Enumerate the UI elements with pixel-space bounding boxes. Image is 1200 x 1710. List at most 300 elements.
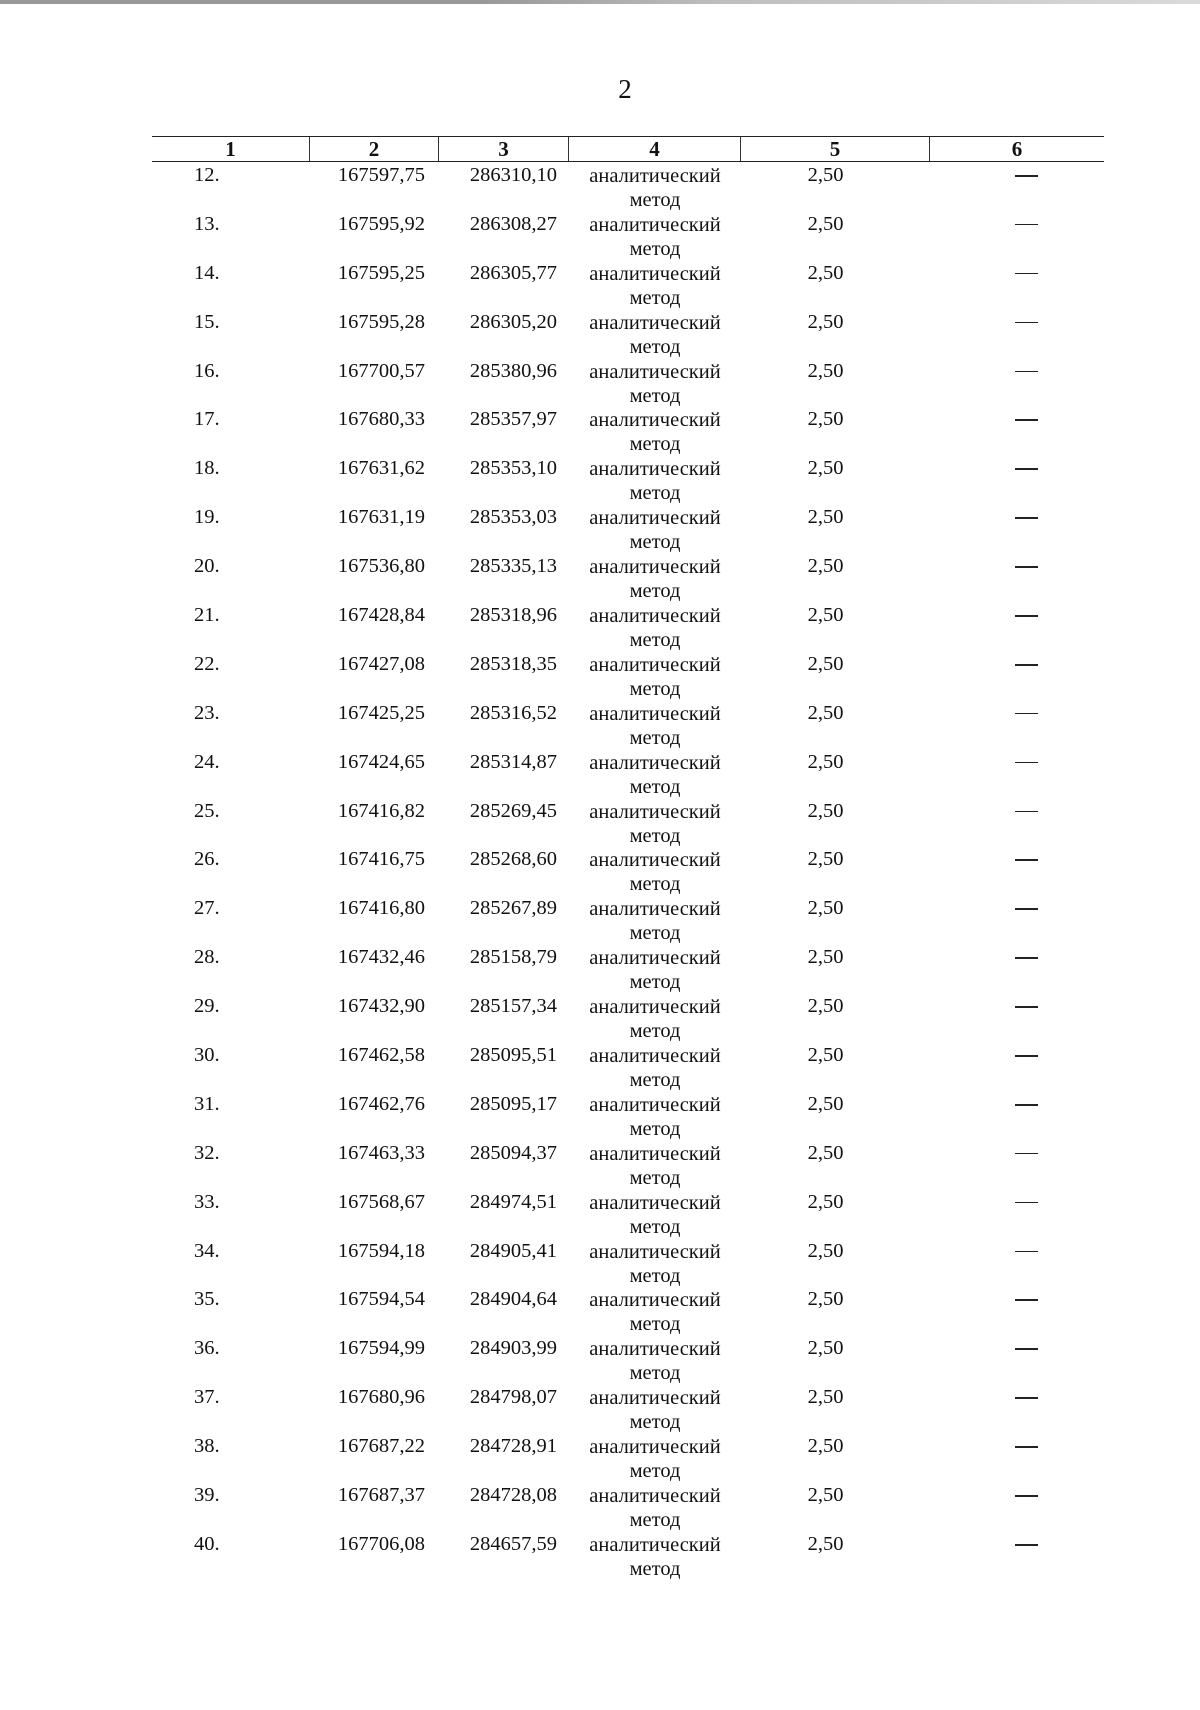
point-number: 40.: [194, 1532, 220, 1555]
table-header-row: [152, 136, 1104, 162]
method-line-2: метод: [629, 1020, 681, 1043]
method-cell: [569, 162, 741, 211]
method-line-2: метод: [629, 189, 681, 211]
point-number: 39.: [194, 1484, 220, 1507]
empty-cell-dash: [930, 162, 1104, 211]
method-line-2: метод: [629, 1313, 681, 1336]
method-cell: [569, 504, 741, 553]
method-cell: [569, 1433, 741, 1482]
dash-mark: [1015, 224, 1038, 226]
coordinate-x: 167595,92: [337, 212, 425, 235]
empty-cell-dash: [930, 700, 1104, 749]
accuracy-value: 2,50: [807, 506, 844, 529]
page-number: 2: [618, 74, 632, 104]
empty-cell-dash: [930, 798, 1104, 847]
accuracy-value: 2,50: [807, 310, 844, 333]
empty-cell-dash: [930, 1433, 1104, 1482]
table-row: [152, 1384, 1104, 1433]
empty-cell-dash: [930, 944, 1104, 993]
dash-mark: [1015, 517, 1038, 519]
method-line-2: метод: [629, 1166, 681, 1189]
method-cell: [569, 1189, 741, 1238]
method-line-1: аналитический: [589, 1045, 721, 1068]
table-row: [152, 651, 1104, 700]
coordinate-y: 284728,08: [469, 1484, 557, 1507]
accuracy-value: 2,50: [807, 604, 844, 627]
dash-mark: [1015, 762, 1038, 764]
method-line-2: метод: [629, 971, 681, 994]
table-row: [152, 1140, 1104, 1189]
method-line-2: метод: [629, 1215, 681, 1238]
method-line-1: аналитический: [589, 1093, 721, 1116]
accuracy-value: 2,50: [807, 1044, 844, 1067]
point-number: 35.: [194, 1288, 220, 1311]
method-line-1: аналитический: [589, 605, 721, 628]
point-number: 38.: [194, 1435, 220, 1458]
coordinate-x: 167424,65: [337, 750, 425, 773]
dash-mark: [1015, 664, 1038, 666]
accuracy-value: 2,50: [807, 946, 844, 969]
point-number: 14.: [194, 261, 220, 284]
method-cell: [569, 1238, 741, 1287]
coordinate-y: 285318,35: [469, 652, 557, 675]
dash-mark: [1015, 1495, 1038, 1497]
table-row: [152, 700, 1104, 749]
column-header-6: 6: [1011, 137, 1023, 161]
coordinate-x: 167595,25: [337, 261, 425, 284]
coordinate-x: 167594,18: [337, 1239, 425, 1262]
coordinate-x: 167428,84: [337, 604, 425, 627]
coordinates-table: [152, 136, 1104, 1580]
coordinate-y: 286308,27: [469, 212, 557, 235]
empty-cell-dash: [930, 1286, 1104, 1335]
coordinate-x: 167536,80: [337, 555, 425, 578]
dash-mark: [1015, 1104, 1038, 1106]
table-row: [152, 1042, 1104, 1091]
method-cell: [569, 1335, 741, 1384]
method-line-1: аналитический: [589, 165, 721, 187]
dash-mark: [1015, 322, 1038, 324]
accuracy-value: 2,50: [807, 1435, 844, 1458]
coordinate-x: 167416,75: [337, 848, 425, 871]
method-cell: [569, 1140, 741, 1189]
method-line-1: аналитический: [589, 1289, 721, 1312]
point-number: 16.: [194, 359, 220, 382]
method-line-1: аналитический: [589, 556, 721, 579]
table-row: [152, 553, 1104, 602]
method-line-1: аналитический: [589, 898, 721, 921]
accuracy-value: 2,50: [807, 1141, 844, 1164]
coordinate-y: 285335,13: [469, 555, 557, 578]
accuracy-value: 2,50: [807, 897, 844, 920]
point-number: 29.: [194, 995, 220, 1018]
coordinate-y: 284657,59: [469, 1532, 557, 1555]
point-number: 15.: [194, 310, 220, 333]
method-line-1: аналитический: [589, 800, 721, 823]
method-line-2: метод: [629, 237, 681, 260]
method-line-1: аналитический: [589, 1533, 721, 1556]
column-header-5: 5: [741, 137, 930, 161]
empty-cell-dash: [930, 895, 1104, 944]
empty-cell-dash: [930, 358, 1104, 407]
coordinate-x: 167594,99: [337, 1337, 425, 1360]
empty-cell-dash: [930, 1042, 1104, 1091]
accuracy-value: 2,50: [807, 1239, 844, 1262]
method-line-1: аналитический: [589, 1338, 721, 1361]
dash-mark: [1015, 468, 1038, 470]
table-row: [152, 406, 1104, 455]
method-line-1: аналитический: [589, 458, 721, 481]
accuracy-value: 2,50: [807, 1092, 844, 1115]
method-cell: [569, 260, 741, 309]
method-cell: [569, 700, 741, 749]
method-line-2: метод: [629, 1509, 681, 1532]
coordinate-x: 167432,46: [337, 946, 425, 969]
method-cell: [569, 798, 741, 847]
point-number: 28.: [194, 946, 220, 969]
method-line-1: аналитический: [589, 1240, 721, 1263]
coordinate-y: 284905,41: [469, 1239, 557, 1262]
coordinate-x: 167594,54: [337, 1288, 425, 1311]
table-row: [152, 1433, 1104, 1482]
method-line-2: метод: [629, 384, 681, 407]
method-cell: [569, 651, 741, 700]
accuracy-value: 2,50: [807, 408, 844, 431]
method-line-2: метод: [629, 335, 681, 358]
dash-mark: [1015, 1153, 1038, 1155]
point-number: 13.: [194, 212, 220, 235]
coordinate-x: 167568,67: [337, 1190, 425, 1213]
table-row: [152, 211, 1104, 260]
method-line-2: метод: [629, 433, 681, 456]
coordinate-x: 167463,33: [337, 1141, 425, 1164]
column-header-4: 4: [569, 137, 741, 161]
table-row: [152, 749, 1104, 798]
empty-cell-dash: [930, 553, 1104, 602]
method-line-1: аналитический: [589, 409, 721, 432]
table-row: [152, 455, 1104, 504]
coordinate-x: 167631,19: [337, 506, 425, 529]
dash-mark: [1015, 1348, 1038, 1350]
dash-mark: [1015, 1055, 1038, 1057]
dash-mark: [1015, 1446, 1038, 1448]
point-number: 20.: [194, 555, 220, 578]
point-number: 24.: [194, 750, 220, 773]
point-number: 17.: [194, 408, 220, 431]
method-line-2: метод: [629, 1069, 681, 1092]
empty-cell-dash: [930, 749, 1104, 798]
method-line-2: метод: [629, 1411, 681, 1434]
point-number: 34.: [194, 1239, 220, 1262]
method-line-1: аналитический: [589, 311, 721, 334]
method-line-1: аналитический: [589, 1142, 721, 1165]
method-cell: [569, 895, 741, 944]
coordinate-y: 284904,64: [469, 1288, 557, 1311]
empty-cell-dash: [930, 504, 1104, 553]
empty-cell-dash: [930, 309, 1104, 358]
method-cell: [569, 211, 741, 260]
point-number: 19.: [194, 506, 220, 529]
point-number: 25.: [194, 799, 220, 822]
empty-cell-dash: [930, 846, 1104, 895]
dash-mark: [1015, 1299, 1038, 1301]
empty-cell-dash: [930, 651, 1104, 700]
point-number: 22.: [194, 652, 220, 675]
table-body: [152, 162, 1104, 1580]
method-line-1: аналитический: [589, 1485, 721, 1508]
accuracy-value: 2,50: [807, 799, 844, 822]
method-line-1: аналитический: [589, 751, 721, 774]
accuracy-value: 2,50: [807, 457, 844, 480]
accuracy-value: 2,50: [807, 1532, 844, 1555]
coordinate-y: 285353,03: [469, 506, 557, 529]
table-row: [152, 162, 1104, 211]
method-line-1: аналитический: [589, 507, 721, 530]
method-line-1: аналитический: [589, 702, 721, 725]
method-line-1: аналитический: [589, 653, 721, 676]
method-cell: [569, 944, 741, 993]
coordinate-x: 167427,08: [337, 652, 425, 675]
method-line-2: метод: [629, 1460, 681, 1483]
coordinate-x: 167416,82: [337, 799, 425, 822]
coordinate-y: 285269,45: [469, 799, 557, 822]
table-row: [152, 358, 1104, 407]
accuracy-value: 2,50: [807, 1337, 844, 1360]
method-cell: [569, 358, 741, 407]
method-line-1: аналитический: [589, 213, 721, 236]
method-cell: [569, 993, 741, 1042]
table-row: [152, 1091, 1104, 1140]
method-line-1: аналитический: [589, 262, 721, 285]
table-row: [152, 1189, 1104, 1238]
method-line-2: метод: [629, 1557, 681, 1580]
dash-mark: [1015, 859, 1038, 861]
coordinate-x: 167595,28: [337, 310, 425, 333]
accuracy-value: 2,50: [807, 1484, 844, 1507]
empty-cell-dash: [930, 260, 1104, 309]
dash-mark: [1015, 1544, 1038, 1546]
coordinate-x: 167631,62: [337, 457, 425, 480]
scan-edge: [0, 0, 1200, 4]
table-row: [152, 944, 1104, 993]
coordinate-y: 284728,91: [469, 1435, 557, 1458]
table-row: [152, 602, 1104, 651]
table-row: [152, 895, 1104, 944]
method-cell: [569, 749, 741, 798]
coordinate-y: 285318,96: [469, 604, 557, 627]
method-line-2: метод: [629, 629, 681, 652]
point-number: 26.: [194, 848, 220, 871]
point-number: 37.: [194, 1386, 220, 1409]
accuracy-value: 2,50: [807, 212, 844, 235]
coordinate-y: 285357,97: [469, 408, 557, 431]
empty-cell-dash: [930, 1384, 1104, 1433]
coordinate-y: 285095,51: [469, 1044, 557, 1067]
empty-cell-dash: [930, 993, 1104, 1042]
dash-mark: [1015, 175, 1038, 177]
method-line-2: метод: [629, 286, 681, 309]
empty-cell-dash: [930, 1091, 1104, 1140]
dash-mark: [1015, 1202, 1038, 1204]
coordinate-y: 285316,52: [469, 701, 557, 724]
dash-mark: [1015, 371, 1038, 373]
empty-cell-dash: [930, 1189, 1104, 1238]
method-line-1: аналитический: [589, 360, 721, 383]
coordinate-y: 285157,34: [469, 995, 557, 1018]
method-line-2: метод: [629, 1362, 681, 1385]
accuracy-value: 2,50: [807, 1190, 844, 1213]
coordinate-y: 285267,89: [469, 897, 557, 920]
dash-mark: [1015, 273, 1038, 275]
point-number: 18.: [194, 457, 220, 480]
method-cell: [569, 602, 741, 651]
dash-mark: [1015, 1251, 1038, 1253]
dash-mark: [1015, 1006, 1038, 1008]
coordinate-x: 167432,90: [337, 995, 425, 1018]
table-row: [152, 1335, 1104, 1384]
table-row: [152, 309, 1104, 358]
accuracy-value: 2,50: [807, 701, 844, 724]
dash-mark: [1015, 419, 1038, 421]
dash-mark: [1015, 957, 1038, 959]
coordinate-y: 285380,96: [469, 359, 557, 382]
dash-mark: [1015, 566, 1038, 568]
table-row: [152, 1238, 1104, 1287]
method-cell: [569, 846, 741, 895]
coordinate-y: 285314,87: [469, 750, 557, 773]
coordinate-x: 167425,25: [337, 701, 425, 724]
accuracy-value: 2,50: [807, 555, 844, 578]
coordinate-y: 285268,60: [469, 848, 557, 871]
dash-mark: [1015, 1397, 1038, 1399]
point-number: 31.: [194, 1092, 220, 1115]
method-cell: [569, 455, 741, 504]
point-number: 21.: [194, 604, 220, 627]
empty-cell-dash: [930, 1482, 1104, 1531]
point-number: 23.: [194, 701, 220, 724]
coordinate-x: 167706,08: [337, 1532, 425, 1555]
accuracy-value: 2,50: [807, 1288, 844, 1311]
method-line-2: метод: [629, 1117, 681, 1140]
method-line-2: метод: [629, 775, 681, 798]
coordinate-x: 167687,22: [337, 1435, 425, 1458]
accuracy-value: 2,50: [807, 750, 844, 773]
empty-cell-dash: [930, 1531, 1104, 1580]
method-line-2: метод: [629, 531, 681, 554]
method-line-1: аналитический: [589, 996, 721, 1019]
coordinate-x: 167700,57: [337, 359, 425, 382]
method-cell: [569, 1091, 741, 1140]
empty-cell-dash: [930, 1335, 1104, 1384]
coordinate-y: 285353,10: [469, 457, 557, 480]
point-number: 27.: [194, 897, 220, 920]
column-header-3: 3: [439, 137, 569, 161]
method-cell: [569, 1286, 741, 1335]
accuracy-value: 2,50: [807, 359, 844, 382]
method-line-2: метод: [629, 873, 681, 896]
coordinate-x: 167416,80: [337, 897, 425, 920]
table-row: [152, 260, 1104, 309]
accuracy-value: 2,50: [807, 261, 844, 284]
method-cell: [569, 309, 741, 358]
method-line-1: аналитический: [589, 1436, 721, 1459]
coordinate-x: 167680,33: [337, 408, 425, 431]
coordinate-x: 167687,37: [337, 1484, 425, 1507]
point-number: 36.: [194, 1337, 220, 1360]
accuracy-value: 2,50: [807, 995, 844, 1018]
empty-cell-dash: [930, 1238, 1104, 1287]
coordinate-y: 284974,51: [469, 1190, 557, 1213]
accuracy-value: 2,50: [807, 652, 844, 675]
accuracy-value: 2,50: [807, 164, 844, 186]
method-cell: [569, 1482, 741, 1531]
method-line-2: метод: [629, 922, 681, 945]
table-row: [152, 846, 1104, 895]
method-line-2: метод: [629, 580, 681, 603]
table-row: [152, 1482, 1104, 1531]
point-number: 33.: [194, 1190, 220, 1213]
coordinate-y: 286305,20: [469, 310, 557, 333]
table-row: [152, 1531, 1104, 1580]
point-number: 32.: [194, 1141, 220, 1164]
method-line-1: аналитический: [589, 1191, 721, 1214]
column-header-2: 2: [310, 137, 439, 161]
coordinate-x: 167680,96: [337, 1386, 425, 1409]
empty-cell-dash: [930, 406, 1104, 455]
method-line-1: аналитический: [589, 849, 721, 872]
empty-cell-dash: [930, 455, 1104, 504]
method-line-1: аналитический: [589, 947, 721, 970]
coordinate-y: 285095,17: [469, 1092, 557, 1115]
coordinate-x: 167462,76: [337, 1092, 425, 1115]
table-row: [152, 798, 1104, 847]
coordinate-y: 284798,07: [469, 1386, 557, 1409]
method-cell: [569, 1042, 741, 1091]
method-cell: [569, 553, 741, 602]
accuracy-value: 2,50: [807, 848, 844, 871]
method-line-2: метод: [629, 482, 681, 505]
column-header-1: 1: [152, 137, 310, 161]
method-cell: [569, 1531, 741, 1580]
point-number: 30.: [194, 1044, 220, 1067]
table-row: [152, 504, 1104, 553]
empty-cell-dash: [930, 602, 1104, 651]
coordinate-y: 286305,77: [469, 261, 557, 284]
point-number: 12.: [194, 164, 220, 186]
dash-mark: [1015, 811, 1038, 813]
table-row: [152, 993, 1104, 1042]
method-line-2: метод: [629, 1264, 681, 1287]
dash-mark: [1015, 908, 1038, 910]
method-line-1: аналитический: [589, 1387, 721, 1410]
empty-cell-dash: [930, 211, 1104, 260]
coordinate-x: 167462,58: [337, 1044, 425, 1067]
dash-mark: [1015, 713, 1038, 715]
method-cell: [569, 1384, 741, 1433]
accuracy-value: 2,50: [807, 1386, 844, 1409]
method-line-2: метод: [629, 726, 681, 749]
coordinate-y: 285158,79: [469, 946, 557, 969]
coordinate-x: 167597,75: [337, 164, 425, 186]
coordinate-y: 285094,37: [469, 1141, 557, 1164]
table-row: [152, 1286, 1104, 1335]
method-cell: [569, 406, 741, 455]
method-line-2: метод: [629, 824, 681, 847]
coordinate-y: 286310,10: [469, 164, 557, 186]
empty-cell-dash: [930, 1140, 1104, 1189]
dash-mark: [1015, 615, 1038, 617]
coordinate-y: 284903,99: [469, 1337, 557, 1360]
